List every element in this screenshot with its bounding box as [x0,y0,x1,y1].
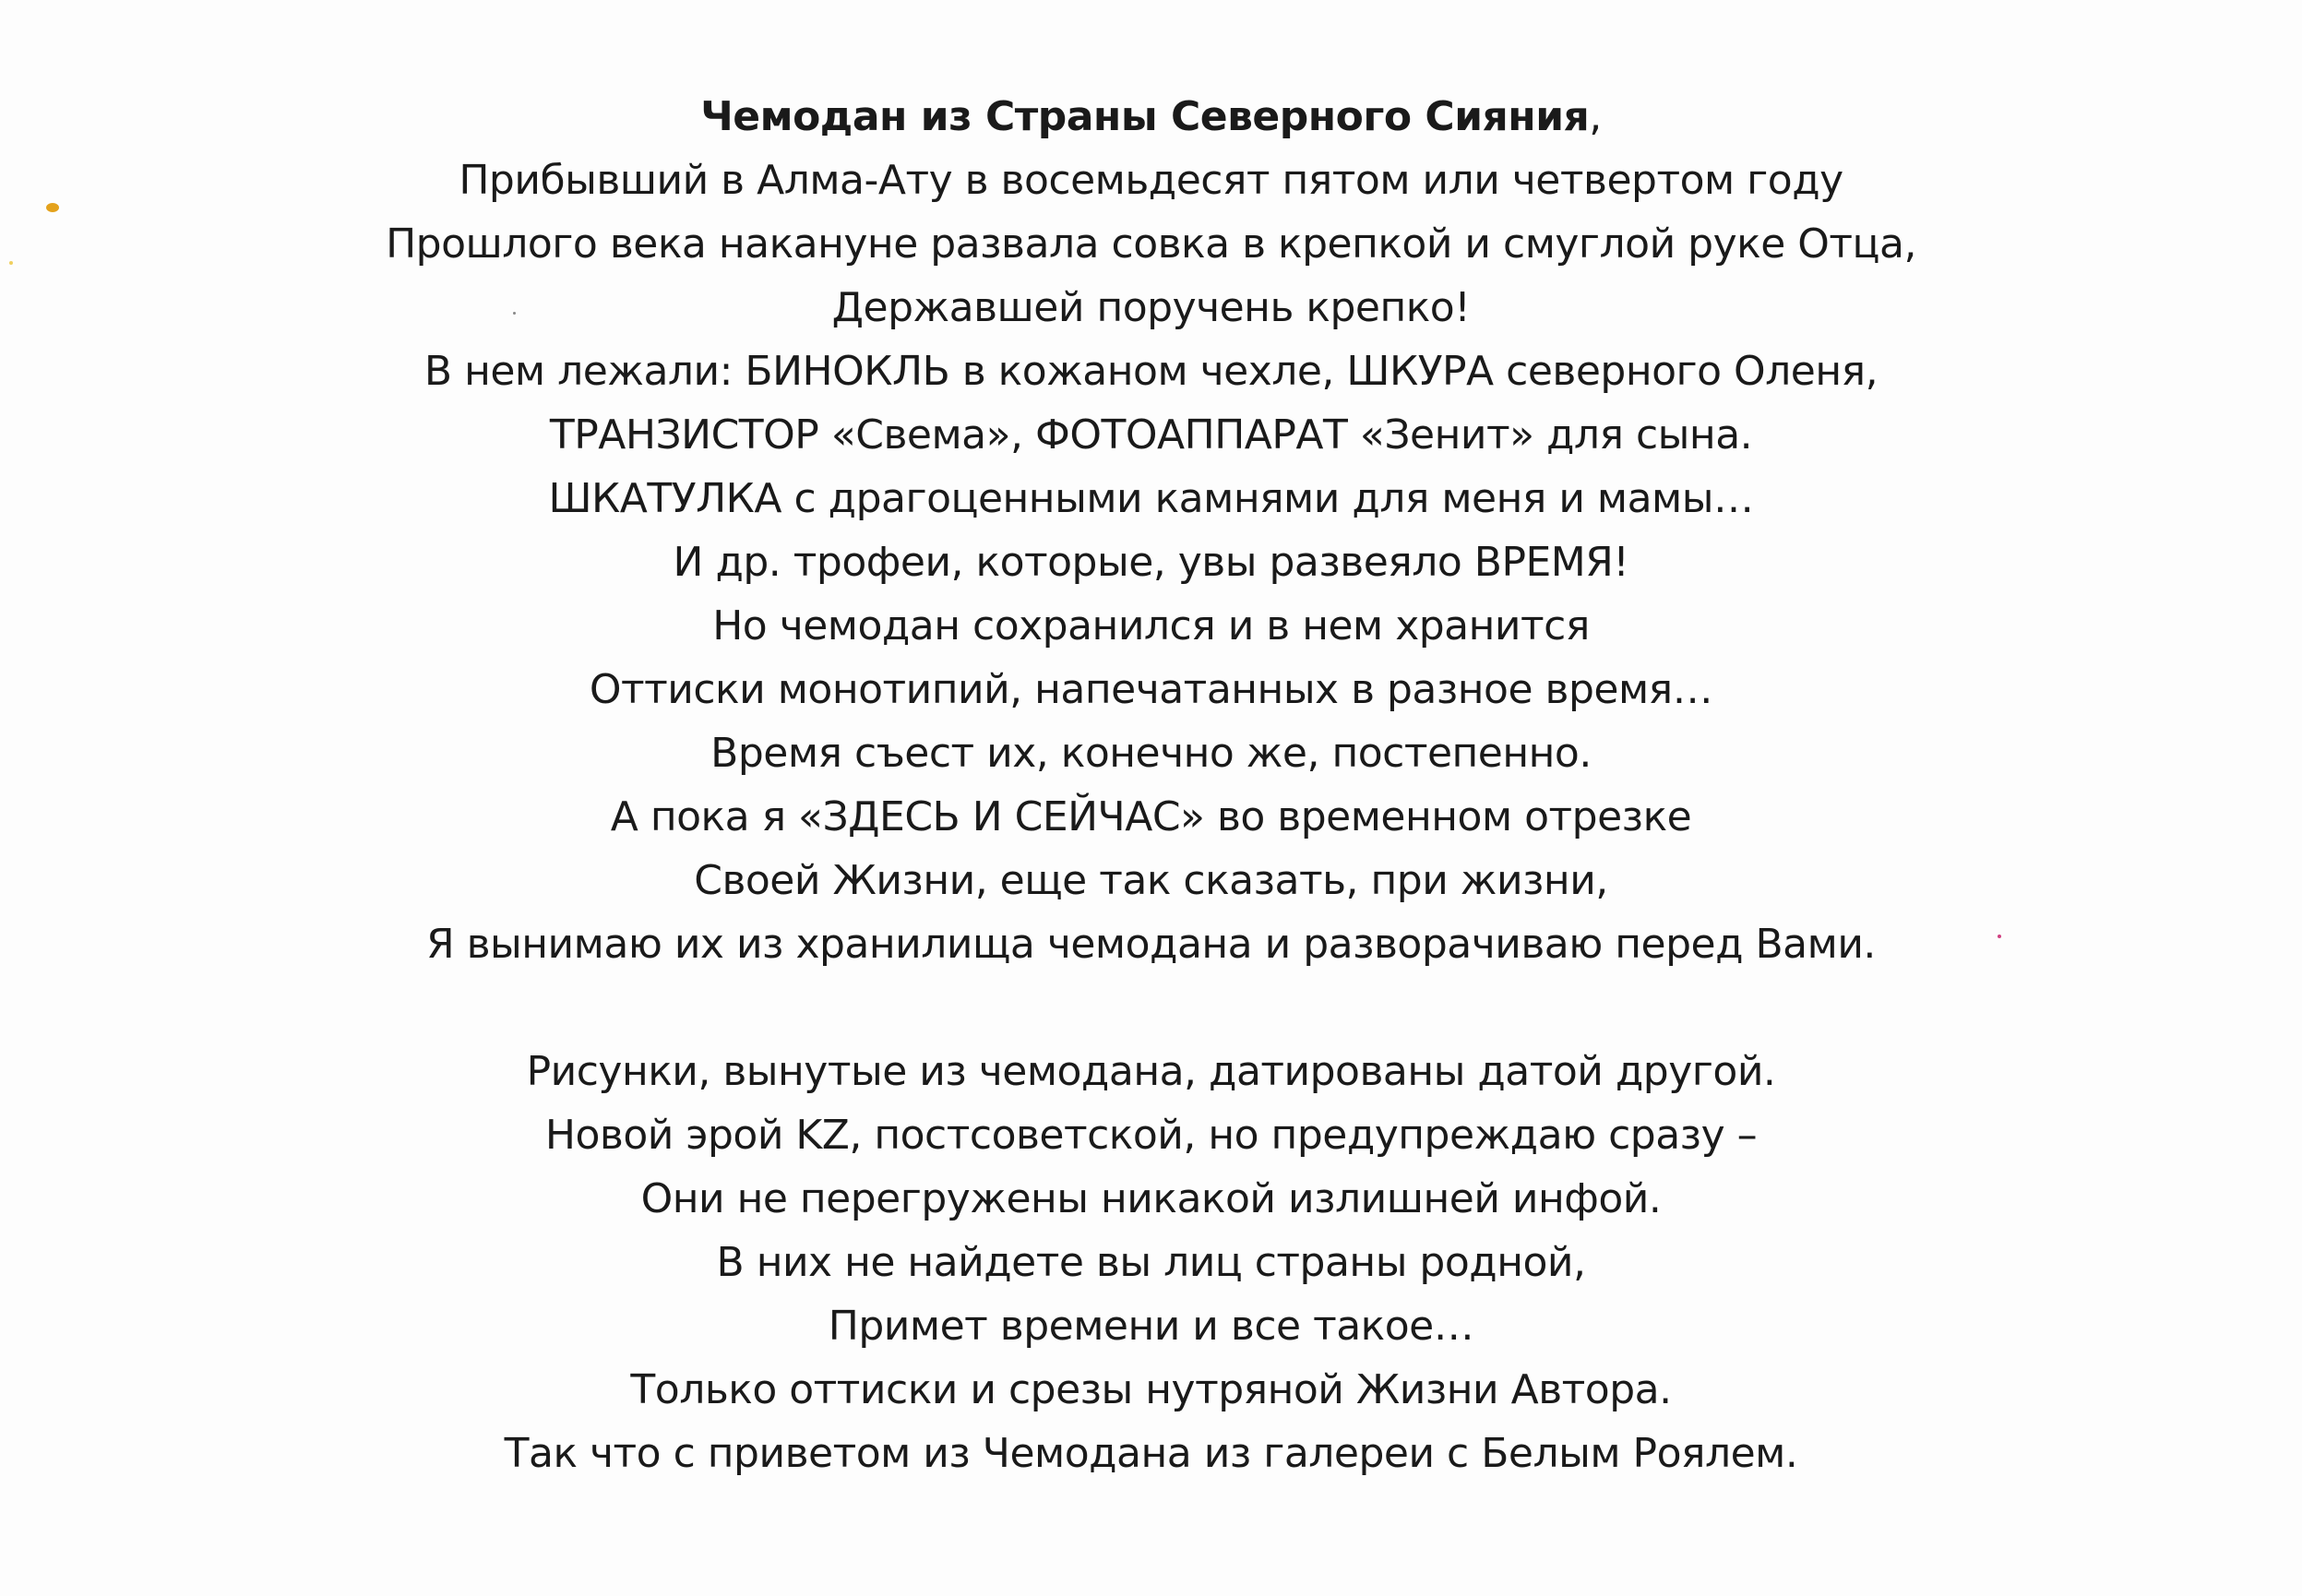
poem-line: Прошлого века накануне развала совка в крепкой и смуглой руке Отца, [386,220,1916,268]
poem-line: Рисунки, вынутые из чемодана, датированы датой другой. [526,1048,1776,1095]
poem-title [0,85,2302,149]
poem-line: Они не перегружены никакой излишней инфой. [640,1175,1662,1222]
poem-text [0,85,2302,1485]
poem-line: Прибывший в Алма-Ату в восемьдесят пятом или четвертом году [459,157,1843,204]
poem-line: В нем лежали: БИНОКЛЬ в кожаном чехле, ШКУРА северного Оленя, [423,348,1879,395]
poem-line: Новой эрой KZ, постсоветской, но предупреждаю сразу – [544,1112,1758,1159]
poem-line: Так что с приветом из Чемодана из галереи с Белым Роялем. [504,1430,1798,1477]
poem-title-bold: Чемодан из Страны Северного Сияния [700,93,1590,140]
poem-line: Державшей поручень крепко! [831,284,1471,331]
poem-line: Оттиски монотипий, напечатанных в разное время… [589,666,1713,713]
stanza-break [0,976,2302,1040]
poem-line: Только оттиски и срезы нутряной Жизни Автора. [630,1366,1672,1413]
stanza-1 [0,149,2302,976]
poem-title-comma: , [1589,93,1602,140]
poem-line: В них не найдете вы лиц страны родной, [716,1239,1586,1286]
poem-line: Но чемодан сохранился и в нем хранится [712,602,1590,649]
stanza-2 [0,1040,2302,1485]
poem-line: Своей Жизни, еще так сказать, при жизни, [694,857,1608,904]
poem-line: А пока я «ЗДЕСЬ И СЕЙЧАС» во временном отрезке [610,793,1692,840]
poem-line: ТРАНЗИСТОР «Свема», ФОТОАППАРАТ «Зенит» для сына. [549,411,1753,459]
poem-line: Я вынимаю их из хранилища чемодана и разворачиваю перед Вами. [426,921,1876,968]
poem-line: ШКАТУЛКА с драгоценными камнями для меня и мамы… [548,475,1754,522]
poem-line: Примет времени и все такое… [828,1303,1474,1350]
poem-line: И др. трофеи, которые, увы развеяло ВРЕМЯ! [673,539,1629,586]
poem-line: Время съест их, конечно же, постепенно. [710,730,1592,777]
